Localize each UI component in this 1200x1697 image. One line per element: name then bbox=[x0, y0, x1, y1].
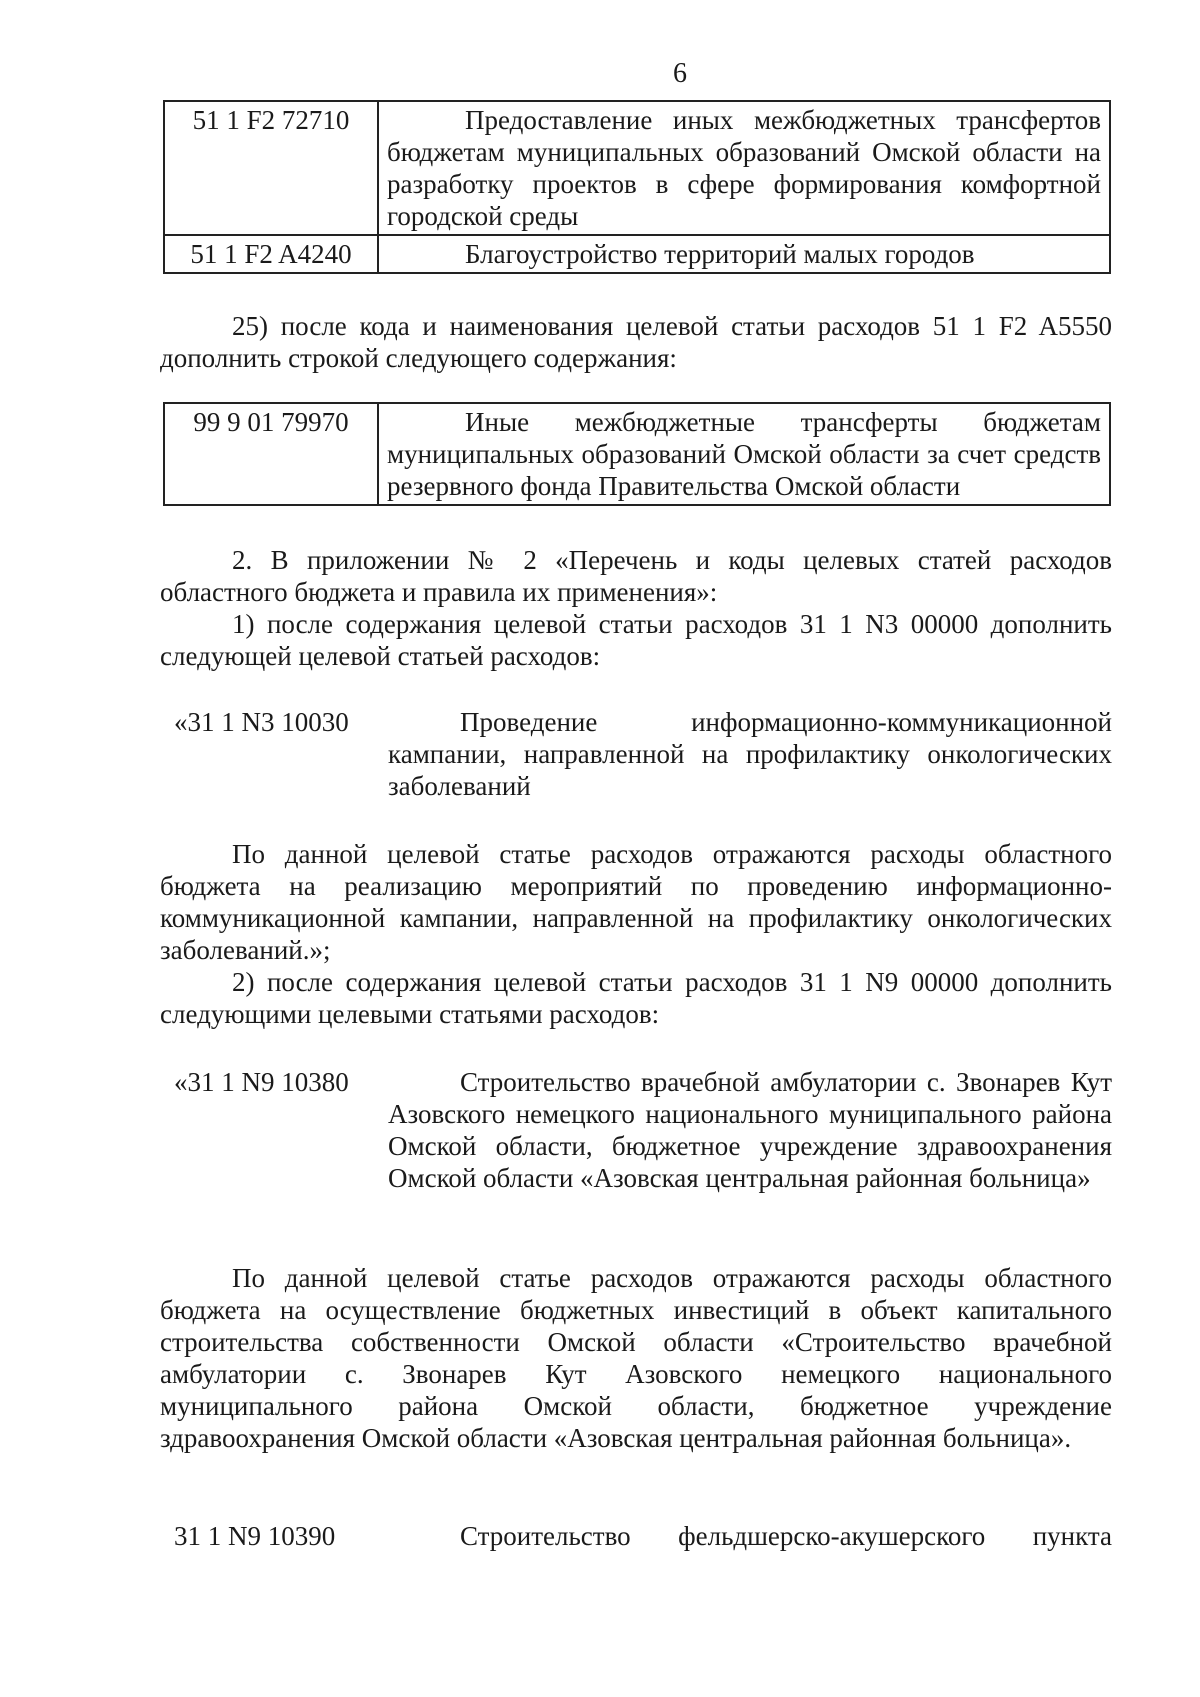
description-cell: Благоустройство территорий малых городов bbox=[378, 235, 1110, 273]
code-cell: 51 1 F2 A4240 bbox=[164, 235, 378, 273]
article-code: 31 1 N9 10390 bbox=[174, 1521, 336, 1551]
article-2-description: По данной целевой статье расходов отражаются расходы областного бюджета на осуществление бюджетных инвестиций в объект капитального строительства собственности Омской области «Строительство врачебной амбулатории с. Звонарев Кут Азовского немецкого национального муниципального района Омской области, бюджетное учреждение здравоохранения Омской области «Азовская центральная районная больница». bbox=[160, 1263, 1112, 1453]
code-cell: 51 1 F2 72710 bbox=[164, 101, 378, 235]
description-cell: Предоставление иных межбюджетных трансфертов бюджетам муниципальных образований Омской области на разработку проектов в сфере формирования комфортной городской среды bbox=[378, 101, 1110, 235]
code-cell: 99 9 01 79970 bbox=[164, 403, 378, 505]
article-code: «31 1 N9 10380 bbox=[174, 1067, 349, 1097]
description-cell: Иные межбюджетные трансферты бюджетам муниципальных образований Омской области за счет средств резервного фонда Правительства Омской области bbox=[378, 403, 1110, 505]
page-number: 6 bbox=[673, 58, 687, 89]
table-row bbox=[164, 235, 1110, 273]
article-1-description: По данной целевой статье расходов отражаются расходы областного бюджета на реализацию мероприятий по проведению информационно-коммуникационной кампании, направленной на профилактику онкологических заболеваний.»; bbox=[160, 839, 1112, 965]
codes-table-2 bbox=[163, 402, 1111, 506]
section-2-paragraph: 2. В приложении № 2 «Перечень и коды целевых статей расходов областного бюджета и правила их применения»: bbox=[160, 545, 1112, 607]
table-row bbox=[164, 101, 1110, 235]
article-title: Строительство врачебной амбулатории с. Звонарев Кут Азовского немецкого национального муниципального района Омской области, бюджетное учреждение здравоохранения Омской области «Азовская центральная районная больница» bbox=[388, 1067, 1112, 1193]
article-title: Проведение информационно-коммуникационной кампании, направленной на профилактику онкологических заболеваний bbox=[388, 707, 1112, 801]
article-title: Строительство фельдшерско-акушерского пункта bbox=[460, 1521, 1112, 1551]
subitem-1-paragraph: 1) после содержания целевой статьи расходов 31 1 N3 00000 дополнить следующей целевой статьей расходов: bbox=[160, 609, 1112, 671]
item-25-paragraph: 25) после кода и наименования целевой статьи расходов 51 1 F2 A5550 дополнить строкой следующего содержания: bbox=[160, 311, 1112, 373]
codes-table-1 bbox=[163, 100, 1111, 274]
table-row bbox=[164, 403, 1110, 505]
subitem-2-paragraph: 2) после содержания целевой статьи расходов 31 1 N9 00000 дополнить следующими целевыми статьями расходов: bbox=[160, 967, 1112, 1029]
article-code: «31 1 N3 10030 bbox=[174, 707, 349, 737]
